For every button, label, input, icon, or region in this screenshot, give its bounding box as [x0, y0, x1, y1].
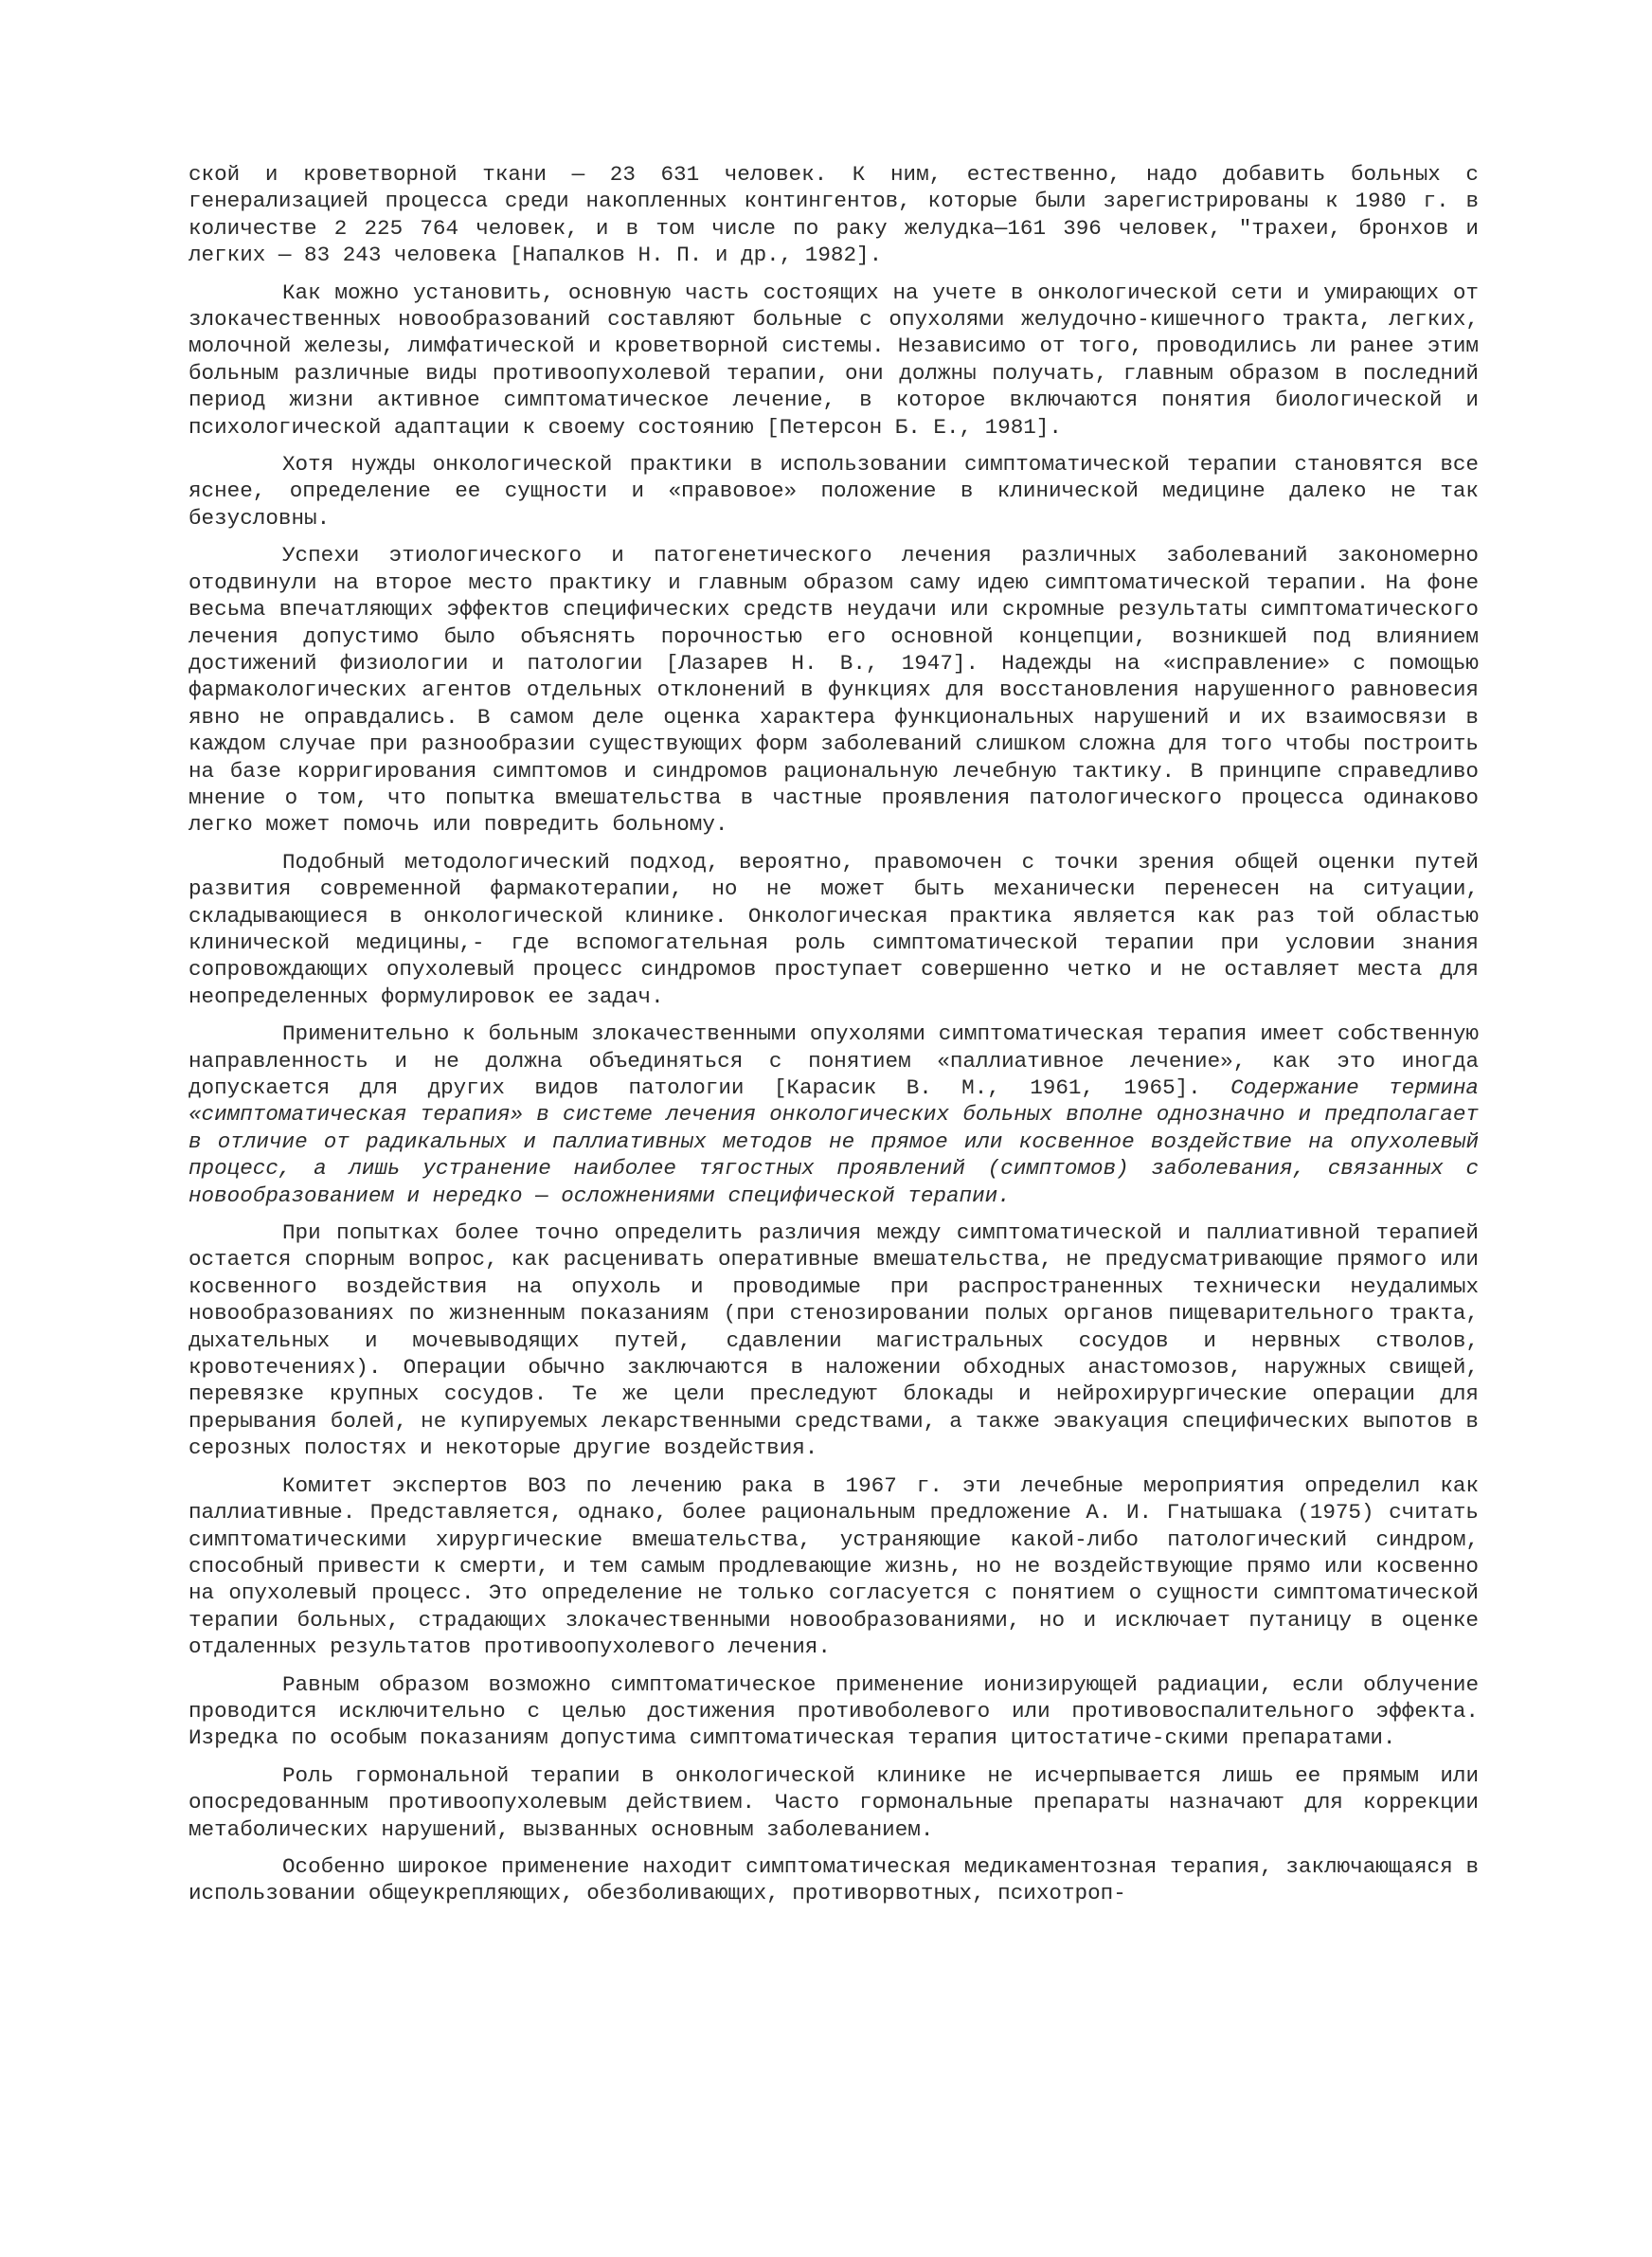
paragraph-text: Как можно установить, основную часть состоящих на учете в онкологической сети и умирающих от злокачественных новообразований составляют больные с опухолями желудочно-кишечного тракта, легких, молочной железы, лимфатической и кроветворной системы. Независимо от того, проводились ли ранее этим больным различные виды противоопухолевой терапии, они должны получать, главным образом в последний период жизни активное симптоматическое лечение, в которое включаются понятия биологической и психологической адаптации к своему состоянию [Петерсон Б. Е., 1981]. — [189, 280, 1479, 440]
paragraph-text: Роль гормональной терапии в онкологической клинике не исчерпывается лишь ее прямым или опосредованным противоопухолевым действием. Часто гормональные препараты назначают для коррекции метаболических нарушений, вызванных основным заболеванием. — [189, 1762, 1479, 1842]
paragraph-text: Комитет экспертов ВОЗ по лечению рака в 1967 г. эти лечебные мероприятия определил как паллиативные. Представляется, однако, более рациональным предложение А. И. Гнатышака (1975) считать симптоматическими хирургические вмешательства, устраняющие какой-либо патологический синдром, способный привести к смерти, и тем самым продлевающие жизнь, но не воздействующие прямо или косвенно на опухолевый процесс. Это определение не только согласуется с понятием о сущности симптоматической терапии больных, страдающих злокачественными новообразованиями, но и исключает путаницу в оценке отдаленных результатов противоопухолевого лечения. — [189, 1472, 1479, 1660]
paragraph-text: При попытках более точно определить различия между симптоматической и паллиативной терапией остается спорным вопрос, как расценивать оперативные вмешательства, не предусматривающие прямого или косвенного воздействия на опухоль и проводимые при распространенных технически неудалимых новообразованиях по жизненным показаниям (при стенозировании полых органов пищеварительного тракта, дыхательных и мочевыводящих путей, сдавлении магистральных сосудов и нервных стволов, кровотечениях). Операции обычно заключаются в наложении обходных анастомозов, наружных свищей, перевязке крупных сосудов. Те же цели преследуют блокады и нейрохирургические операции для прерывания болей, не купируемых лекарственными средствами, а также эвакуация специфических выпотов в серозных полостях и некоторые другие воздействия. — [189, 1220, 1479, 1461]
paragraph-text: Равным образом возможно симптоматическое применение ионизирующей радиации, если облучение проводится исключительно с целью достижения противоболевого или противовоспалительного эффекта. Изредка по особым показаниям допустима симптоматическая терапия цитостатиче-скими препаратами. — [189, 1671, 1479, 1751]
paragraph-10 — [189, 1762, 1479, 1843]
paragraph-3 — [189, 451, 1479, 532]
paragraph-6 — [189, 1020, 1479, 1209]
paragraph-7 — [189, 1219, 1479, 1462]
paragraph-8 — [189, 1472, 1479, 1661]
paragraph-4 — [189, 542, 1479, 838]
paragraph-1 — [189, 161, 1479, 269]
paragraph-italic-definition: Содержание термина «симптоматическая терапия» в системе лечения онкологических больных вполне однозначно и предполагает в отличие от радикальных и паллиативных методов не прямое или косвенное воздействие на опухолевый процесс, а лишь устранение наиболее тягостных проявлений (симптомов) заболевания, связанных с новообразованием и нередко — осложнениями специфической терапии. — [189, 1075, 1479, 1208]
paragraph-text: ской и кроветворной ткани — 23 631 человек. К ним, естественно, надо добавить больных с генерализацией процесса среди накопленных контингентов, которые были зарегистрированы к 1980 г. в количестве 2 225 764 человек, и в том числе по раку желудка—161 396 человек, "трахеи, бронхов и легких — 83 243 человека [Напалков Н. П. и др., 1982]. — [189, 162, 1479, 268]
paragraph-text: Успехи этиологического и патогенетического лечения различных заболеваний закономерно отодвинули на второе место практику и главным образом саму идею симптоматической терапии. На фоне весьма впечатляющих эффектов специфических средств неудачи или скромные результаты симптоматического лечения допустимо было объяснять порочностью его основной концепции, возникшей под влиянием достижений физиологии и патологии [Лазарев Н. В., 1947]. Надежды на «исправление» с помощью фармакологических агентов отдельных отклонений в функциях для восстановления нарушенного равновесия явно не оправдались. В самом деле оценка характера функциональных нарушений и их взаимосвязи в каждом случае при разнообразии существующих форм заболеваний слишком сложна для того чтобы построить на базе корригирования симптомов и синдромов рациональную лечебную тактику. В принципе справедливо мнение о том, что попытка вмешательства в частные проявления патологического процесса одинаково легко может помочь или повредить больному. — [189, 543, 1479, 838]
paragraph-9 — [189, 1671, 1479, 1752]
paragraph-text: Подобный методологический подход, вероятно, правомочен с точки зрения общей оценки путей развития современной фармакотерапии, но не может быть механически перенесен на ситуации, складывающиеся в онкологической клинике. Онкологическая практика является как раз той областью клинической медицины,- где вспомогательная роль симптоматической терапии при условии знания сопровождающих опухолевый процесс синдромов проступает совершенно четко и не оставляет места для неопределенных формулировок ее задач. — [189, 849, 1479, 1009]
paragraph-text: Хотя нужды онкологической практики в использовании симптоматической терапии становятся все яснее, определение ее сущности и «правовое» положение в клинической медицине далеко не так безусловны. — [189, 452, 1479, 531]
paragraph-5 — [189, 849, 1479, 1010]
document-page — [189, 161, 1479, 1918]
paragraph-2 — [189, 280, 1479, 441]
paragraph-11 — [189, 1853, 1479, 1907]
paragraph-text: Применительно к больным злокачественными опухолями симптоматическая терапия имеет собственную направленность и не должна объединяться с понятием «паллиативное лечение», как это иногда допускается для других видов патологии [Карасик В. М., 1961, 1965]. — [189, 1021, 1479, 1100]
paragraph-text: Особенно широкое применение находит симптоматическая медикаментозная терапия, заключающаяся в использовании общеукрепляющих, обезболивающих, противорвотных, психотроп- — [189, 1853, 1479, 1906]
